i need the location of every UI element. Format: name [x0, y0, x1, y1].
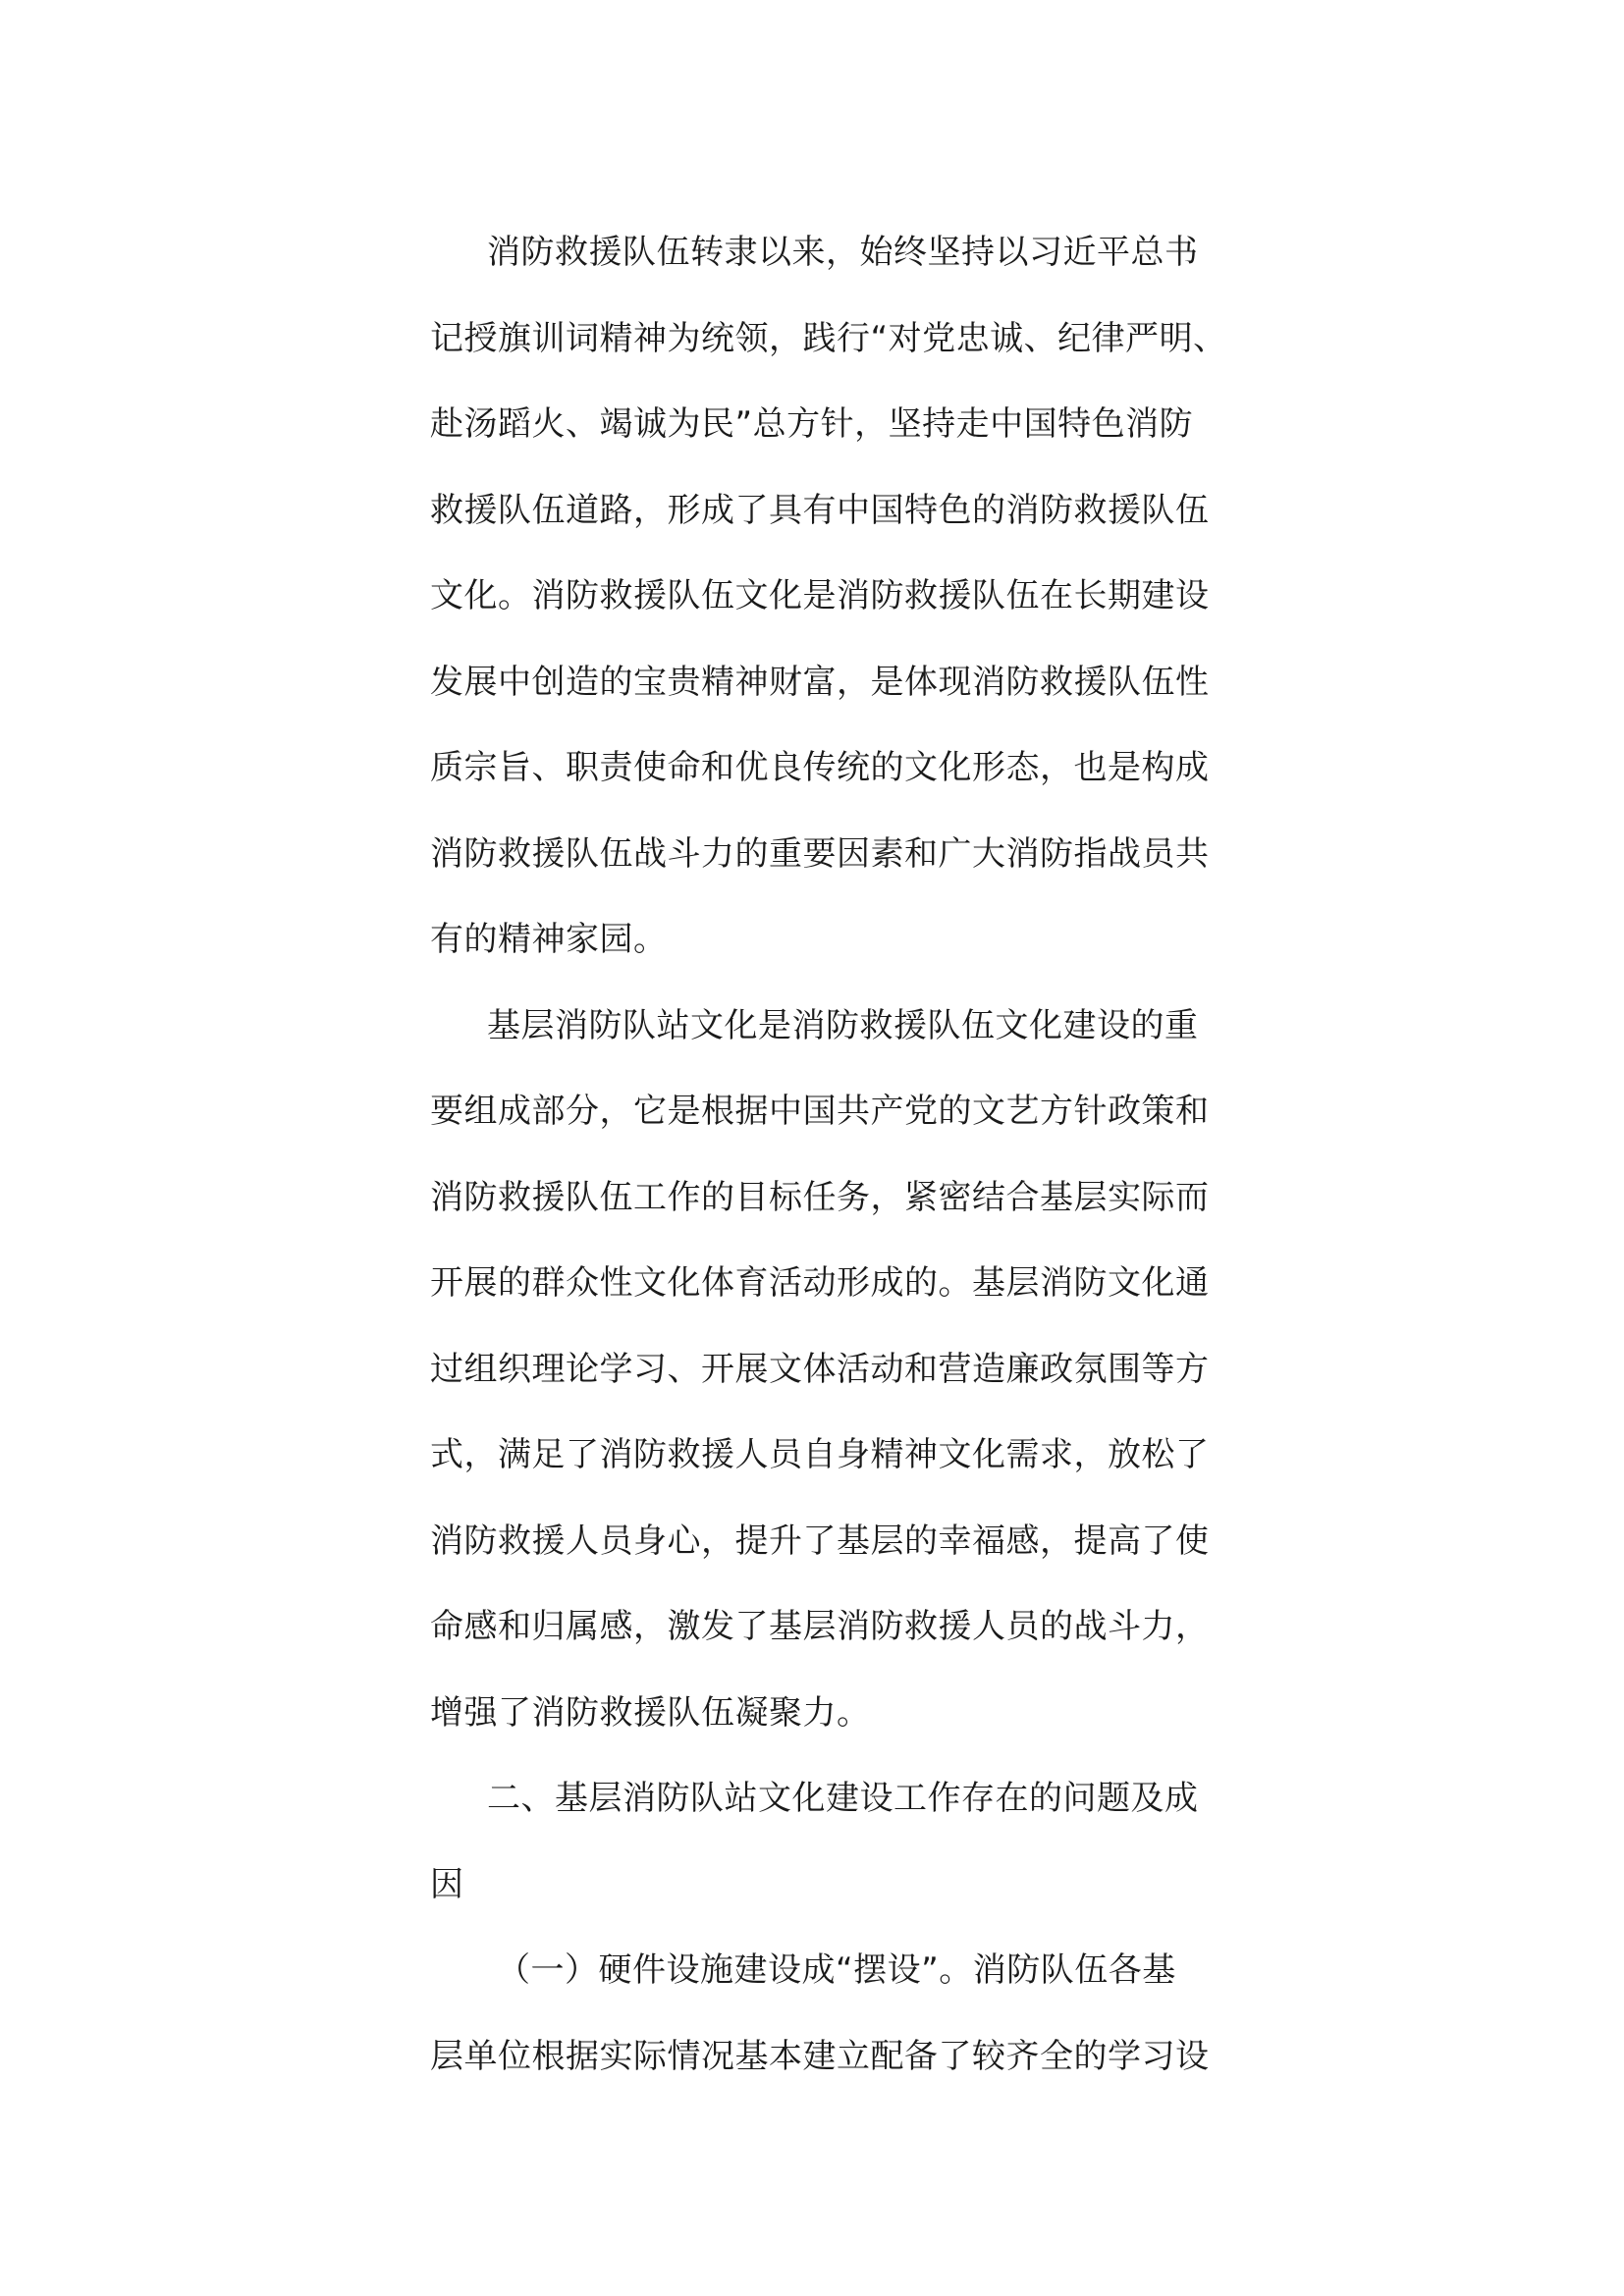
paragraph-line: 开展的群众性文化体育活动形成的。基层消防文化通 — [430, 1263, 1210, 1303]
paragraph-line: 基层消防队站文化是消防救援队伍文化建设的重 — [487, 1005, 1199, 1045]
paragraph-line: 质宗旨、职责使命和优良传统的文化形态，也是构成 — [430, 748, 1210, 787]
document-body — [430, 226, 1227, 2115]
paragraph-line: 有的精神家园。 — [430, 920, 668, 959]
paragraph-line: 过组织理论学习、开展文体活动和营造廉政氛围等方 — [430, 1349, 1210, 1389]
paragraph-line: 消防救援人员身心，提升了基层的幸福感，提高了使 — [430, 1521, 1210, 1561]
paragraph-line: 增强了消防救援队伍凝聚力。 — [430, 1692, 871, 1733]
paragraph-line: 文化。消防救援队伍文化是消防救援队伍在长期建设 — [430, 576, 1210, 615]
paragraph-line: 消防救援队伍战斗力的重要因素和广大消防指战员共 — [430, 833, 1210, 874]
paragraph-line: 命感和归属感，激发了基层消防救援人员的战斗力， — [430, 1607, 1210, 1646]
paragraph-line: 层单位根据实际情况基本建立配备了较齐全的学习设 — [430, 2036, 1210, 2076]
section-heading-line: 二、基层消防队站文化建设工作存在的问题及成 — [487, 1779, 1199, 1818]
paragraph-line: 式，满足了消防救援人员自身精神文化需求，放松了 — [430, 1435, 1210, 1474]
paragraph-line: （一）硬件设施建设成“摆设”。消防队伍各基 — [497, 1950, 1176, 1990]
section-heading-line: 因 — [430, 1864, 464, 1904]
paragraph-line: 发展中创造的宝贵精神财富，是体现消防救援队伍性 — [430, 662, 1210, 702]
paragraph-line: 记授旗训词精神为统领，践行“对党忠诚、纪律严明、 — [430, 318, 1227, 358]
paragraph-line: 消防救援队伍转隶以来，始终坚持以习近平总书 — [487, 233, 1199, 272]
paragraph-line: 消防救援队伍工作的目标任务，紧密结合基层实际而 — [430, 1177, 1210, 1217]
paragraph-line: 要组成部分，它是根据中国共产党的文艺方针政策和 — [430, 1092, 1210, 1131]
paragraph-line: 救援队伍道路，形成了具有中国特色的消防救援队伍 — [430, 490, 1210, 530]
paragraph-line: 赴汤蹈火、竭诚为民”总方针，坚持走中国特色消防 — [430, 404, 1194, 444]
